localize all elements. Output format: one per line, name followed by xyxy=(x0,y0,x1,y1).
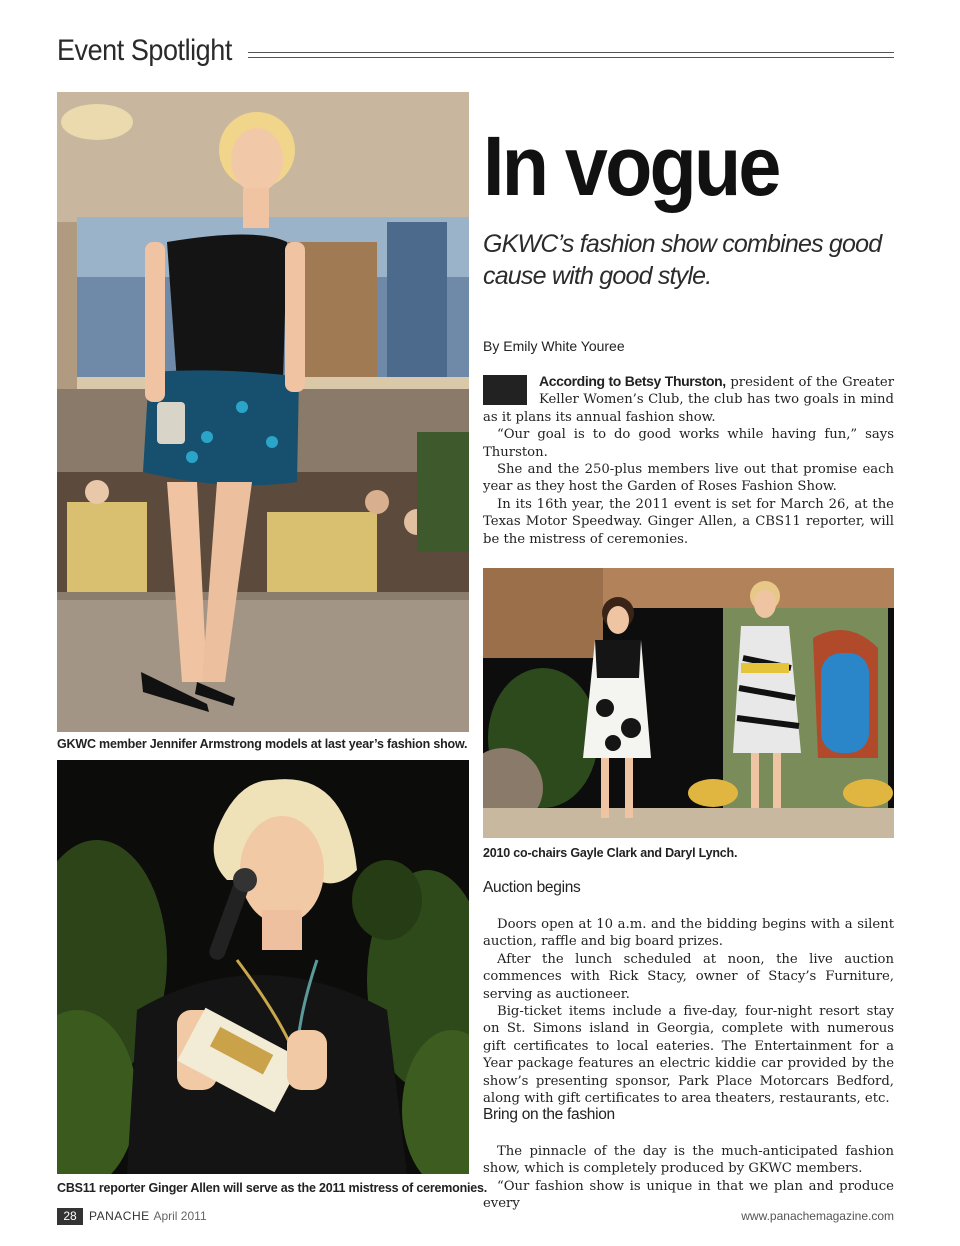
cochairs-photo xyxy=(483,568,894,838)
issue-date: April 2011 xyxy=(153,1209,207,1223)
article-byline: By Emily White Youree xyxy=(483,338,625,354)
magazine-name: PANACHE xyxy=(89,1209,150,1223)
intro-paragraph: She and the 250-plus members live out that promise each year as they host the Garden of Roses Fashion Show. xyxy=(483,462,894,495)
intro-paragraph: In its 16th year, the 2011 event is set for March 26, at the Texas Motor Speedway. Ginger Allen, a CBS11 reporter, will be the mistress of ceremonies. xyxy=(483,496,894,547)
article-deck: GKWC’s fashion show combines good cause with good style. xyxy=(483,230,882,290)
subhead-fashion: Bring on the fashion xyxy=(483,1106,615,1123)
header-rule xyxy=(248,52,894,58)
article-intro xyxy=(483,373,894,548)
article-headline: In vogue xyxy=(483,119,779,213)
fashion-paragraph: “Our fashion show is unique in that we plan and produce every xyxy=(483,1178,894,1212)
lead-in: According to Betsy Thurston, xyxy=(539,373,726,389)
auction-paragraph: After the lunch scheduled at noon, the live auction commences with Rick Stacy, owner of Stacy’s Furniture, serving as auctioneer. xyxy=(483,951,894,1002)
subhead-auction: Auction begins xyxy=(483,879,581,896)
drop-cap-block xyxy=(483,375,527,405)
cochairs-photo-caption: 2010 co-chairs Gayle Clark and Daryl Lynch. xyxy=(483,846,738,860)
fashion-body xyxy=(483,1143,894,1213)
fashion-paragraph: The pinnacle of the day is the much-anticipated fashion show, which is completely produced by GKWC members. xyxy=(483,1144,894,1177)
emcee-photo xyxy=(57,760,469,1174)
auction-paragraph: Big-ticket items include a five-day, four-night resort stay on St. Simons island in Georgia, complete with numerous gift certificates to local eateries. The Entertainment for a Year package features an electric kiddie car provided by the show’s presenting sponsor, Park Place Motorcars Bedford, along with gift certificates to area theaters, restaurants, etc. xyxy=(483,1004,894,1107)
emcee-photo-caption: CBS11 reporter Ginger Allen will serve as the 2011 mistress of ceremonies. xyxy=(57,1181,488,1195)
intro-paragraph: According to Betsy Thurston, president of the Greater Keller Women’s Club, the club has two goals in mind as it plans its annual fashion show. xyxy=(483,373,895,425)
runway-photo xyxy=(57,92,469,732)
auction-body xyxy=(483,916,894,1107)
intro-paragraph: “Our goal is to do good works while having fun,” says Thurston. xyxy=(483,427,894,460)
page-number: 28 xyxy=(57,1208,83,1225)
footer-magazine xyxy=(89,1209,207,1223)
auction-paragraph: Doors open at 10 a.m. and the bidding begins with a silent auction, raffle and big board prizes. xyxy=(483,917,894,950)
runway-photo-caption: GKWC member Jennifer Armstrong models at last year’s fashion show. xyxy=(57,737,468,751)
footer-url: www.panachemagazine.com xyxy=(741,1209,894,1223)
section-title: Event Spotlight xyxy=(57,34,232,67)
